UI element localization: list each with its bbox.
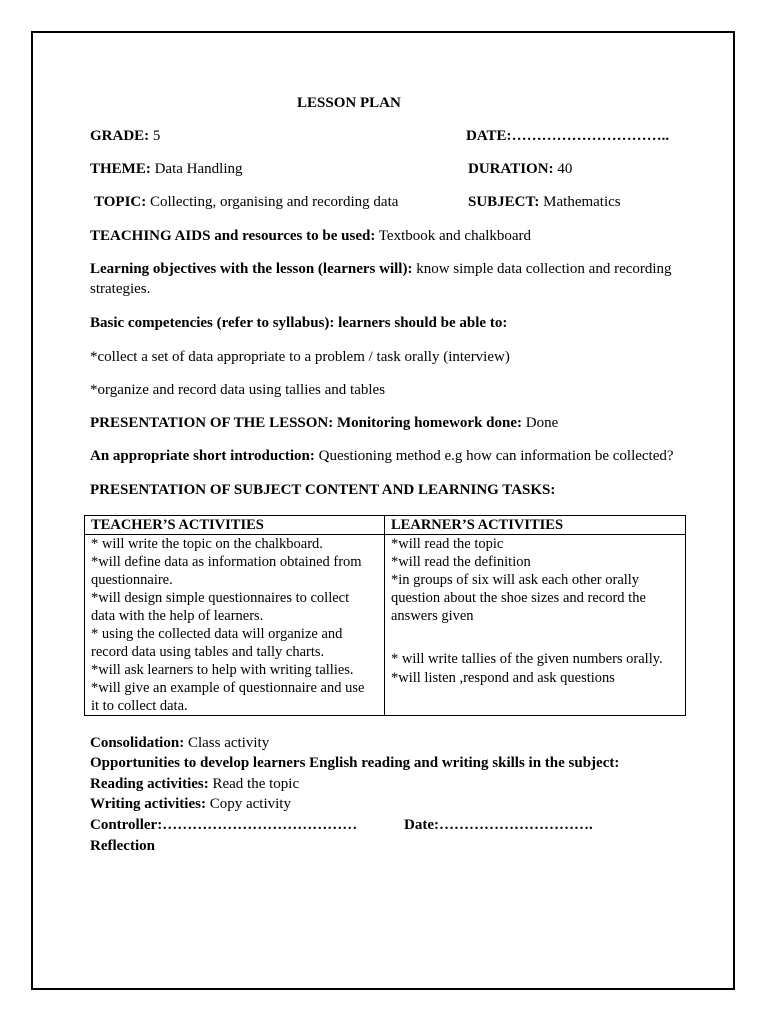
- learner-activities-header: LEARNER’S ACTIVITIES: [385, 516, 686, 535]
- content-heading: PRESENTATION OF SUBJECT CONTENT AND LEARNING TASKS:: [90, 482, 556, 498]
- teacher-activity-line: *will define data as information obtained from: [91, 554, 362, 570]
- learning-objectives: [90, 259, 690, 299]
- footer-date-label: Date:: [404, 817, 439, 833]
- subject-label: SUBJECT:: [468, 194, 540, 210]
- learner-activity-line: *will listen ,respond and ask questions: [391, 670, 615, 686]
- reading-label: Reading activities:: [90, 776, 209, 792]
- teacher-activity-line: * will write the topic on the chalkboard.: [91, 536, 323, 552]
- activities-table: [84, 515, 686, 716]
- consolidation-line: [90, 734, 269, 752]
- presentation-label: PRESENTATION OF THE LESSON: Monitoring homework done:: [90, 415, 522, 431]
- reading-value: Read the topic: [208, 776, 300, 792]
- table-row: [85, 535, 686, 716]
- grade-value: 5: [149, 128, 161, 144]
- grade-line: [90, 127, 160, 145]
- teacher-activity-line: *will give an example of questionnaire and use: [91, 680, 365, 696]
- presentation-line: [90, 414, 558, 432]
- introduction-label: An appropriate short introduction:: [90, 448, 315, 464]
- reading-line: [90, 775, 299, 793]
- teacher-activities-header: TEACHER’S ACTIVITIES: [85, 516, 385, 535]
- theme-value: Data Handling: [150, 161, 243, 177]
- subject-value: Mathematics: [539, 194, 621, 210]
- writing-value: Copy activity: [205, 796, 291, 812]
- controller-value: …………………………………: [162, 817, 358, 833]
- table-header-row: [85, 516, 686, 535]
- consolidation-value: Class activity: [184, 735, 270, 751]
- reflection-label: Reflection: [90, 838, 155, 854]
- teaching-aids: [90, 227, 531, 245]
- opportunities-line: Opportunities to develop learners English reading and writing skills in the subject:: [90, 755, 620, 771]
- introduction-line: [90, 447, 674, 465]
- teacher-activity-line: it to collect data.: [91, 698, 188, 714]
- teacher-activity-line: record data using tables and tally charts.: [91, 644, 325, 660]
- learner-activity-line: * will write tallies of the given numbers orally.: [391, 651, 663, 667]
- teacher-activity-line: questionnaire.: [91, 572, 173, 588]
- spacer: [391, 625, 679, 643]
- footer-date-value: ………………………….: [438, 817, 593, 833]
- teacher-activity-line: * using the collected data will organize and: [91, 626, 343, 642]
- topic-value: Collecting, organising and recording data: [146, 194, 399, 210]
- competency-item: *collect a set of data appropriate to a problem / task orally (interview): [90, 349, 510, 365]
- subject-line: [468, 193, 621, 211]
- teacher-activity-line: *will design simple questionnaires to collect: [91, 590, 350, 606]
- grade-label: GRADE:: [90, 128, 150, 144]
- writing-line: [90, 795, 291, 813]
- controller-label: Controller:: [90, 817, 163, 833]
- introduction-value: Questioning method e.g how can information be collected?: [314, 448, 674, 464]
- lesson-plan-title: LESSON PLAN: [297, 95, 401, 111]
- teacher-activities-cell: [85, 535, 385, 716]
- topic-label: TOPIC:: [94, 194, 147, 210]
- presentation-value: Done: [522, 415, 559, 431]
- learner-activity-line: *will read the topic: [391, 536, 504, 552]
- writing-label: Writing activities:: [90, 796, 206, 812]
- duration-value: 40: [553, 161, 573, 177]
- learner-activities-cell: [385, 535, 686, 716]
- consolidation-label: Consolidation:: [90, 735, 185, 751]
- objectives-value: know simple data collection and recording strategies.: [90, 261, 672, 297]
- teacher-activity-line: data with the help of learners.: [91, 608, 264, 624]
- date-value: …………………………..: [511, 128, 670, 144]
- learner-activity-line: *in groups of six will ask each other orally: [391, 572, 640, 588]
- teaching-aids-value: Textbook and chalkboard: [375, 228, 532, 244]
- teacher-activity-line: *will ask learners to help with writing tallies.: [91, 662, 354, 678]
- theme-line: [90, 160, 242, 178]
- theme-label: THEME:: [90, 161, 151, 177]
- controller-line: [90, 816, 357, 834]
- footer-date-line: [404, 816, 593, 834]
- duration-line: [468, 160, 572, 178]
- date-line: [466, 127, 669, 145]
- date-label: DATE:: [466, 128, 512, 144]
- learner-activity-line: answers given: [391, 608, 474, 624]
- learner-activity-line: *will read the definition: [391, 554, 531, 570]
- competency-item: *organize and record data using tallies and tables: [90, 382, 386, 398]
- topic-line: [94, 193, 398, 211]
- objectives-label: Learning objectives with the lesson (learners will):: [90, 261, 413, 277]
- teaching-aids-label: TEACHING AIDS and resources to be used:: [90, 228, 376, 244]
- duration-label: DURATION:: [468, 161, 554, 177]
- competencies-heading: Basic competencies (refer to syllabus): learners should be able to:: [90, 315, 508, 331]
- learner-activity-line: question about the shoe sizes and record the: [391, 590, 646, 606]
